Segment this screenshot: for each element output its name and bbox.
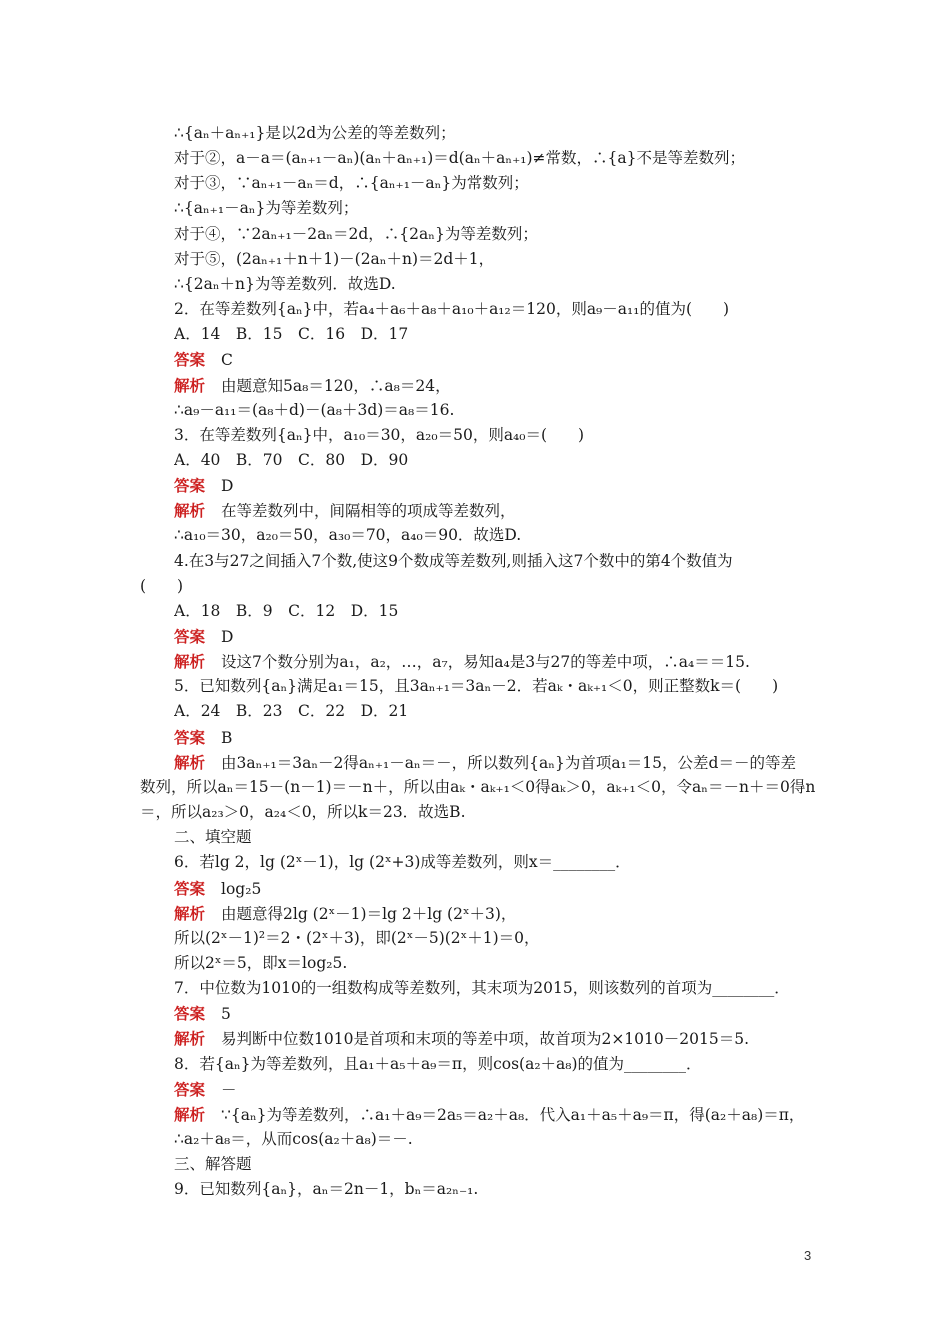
text-line — [174, 146, 818, 171]
text-line — [174, 171, 818, 196]
line-text: 9．已知数列{aₙ}，aₙ＝2n－1，bₙ＝a₂ₙ₋₁. — [174, 1180, 479, 1199]
line-text: 对于③，∵aₙ₊₁－aₙ＝d，∴{aₙ₊₁－aₙ}为常数列； — [174, 174, 529, 193]
line-text: ( ) — [140, 576, 184, 595]
text-line — [140, 800, 818, 825]
line-text: ＝，所以a₂₃＞0，a₂₄＜0，所以k＝23．故选B. — [140, 803, 466, 822]
answer-label: 答案 — [174, 878, 206, 898]
answer-label: 答案 — [174, 1004, 206, 1024]
line-text: 二、填空题 — [174, 828, 252, 847]
text-line — [174, 297, 818, 322]
text-line — [174, 121, 818, 146]
text-line — [174, 247, 818, 272]
line-text: 在等差数列中，间隔相等的项成等差数列， — [221, 502, 516, 521]
line-text: ∴a₁₀＝30，a₂₀＝50，a₃₀＝70，a₄₀＝90．故选D. — [174, 526, 522, 545]
text-line — [174, 876, 818, 901]
line-text: 对于②，a－a＝(aₙ₊₁－aₙ)(aₙ＋aₙ₊₁)＝d(aₙ＋aₙ₊₁)≠常数，∴{a}不是等差数列； — [174, 149, 746, 168]
text-line — [174, 901, 818, 926]
analysis-label: 解析 — [174, 1104, 206, 1124]
line-text: A．14 B．15 C．16 D．17 — [174, 325, 409, 344]
line-text: 由3aₙ₊₁＝3aₙ－2得aₙ₊₁－aₙ＝－，所以数列{aₙ}为首项a₁＝15，公差d＝－的等差 — [221, 753, 796, 772]
line-text: 易判断中位数1010是首项和末项的等差中项，故首项为2×1010－2015＝5. — [221, 1030, 749, 1049]
text-line — [174, 1026, 818, 1051]
line-text: 数列，所以aₙ＝15－(n－1)＝－n＋，所以由aₖ・aₖ₊₁＜0得aₖ＞0，aₖ₊₁＜0，令aₙ＝－n＋＝0得n — [140, 777, 816, 796]
page-number: 3 — [804, 1248, 812, 1263]
analysis-label: 解析 — [174, 375, 206, 395]
text-line — [174, 951, 818, 976]
line-text: 三、解答题 — [174, 1155, 252, 1174]
line-text: 由题意知5a₈＝120，∴a₈＝24， — [221, 376, 451, 395]
text-line — [174, 423, 818, 448]
line-text: 3．在等差数列{aₙ}中，a₁₀＝30，a₂₀＝50，则a₄₀＝( ) — [174, 425, 585, 444]
line-text: 对于④，∵2aₙ₊₁－2aₙ＝2d，∴{2aₙ}为等差数列； — [174, 224, 538, 243]
text-line — [174, 850, 818, 875]
line-text: ∴{aₙ₊₁－aₙ}为等差数列； — [174, 199, 359, 218]
text-line — [174, 1152, 818, 1177]
text-line — [174, 926, 818, 951]
line-text: ∵{aₙ}为等差数列，∴a₁＋a₉＝2a₅＝a₂＋a₈．代入a₁＋a₅＋a₉＝π，得(a₂＋a₈)＝π， — [221, 1105, 805, 1124]
analysis-label: 解析 — [174, 752, 206, 772]
text-line — [174, 1077, 818, 1102]
line-text: ∴{2aₙ＋n}为等差数列．故选D. — [174, 274, 396, 293]
text-line — [174, 624, 818, 649]
line-text: 2．在等差数列{aₙ}中，若a₄＋a₆＋a₈＋a₁₀＋a₁₂＝120，则a₉－a₁₁的值为( ) — [174, 300, 730, 319]
text-line — [174, 1127, 818, 1152]
text-line — [174, 725, 818, 750]
text-line — [174, 398, 818, 423]
line-text: 6．若lg 2，lg (2ˣ－1)，lg (2ˣ+3)成等差数列，则x＝________． — [174, 853, 631, 872]
text-line — [174, 347, 818, 372]
line-text: 所以(2ˣ－1)²＝2・(2ˣ＋3)，即(2ˣ－5)(2ˣ＋1)＝0， — [174, 928, 540, 947]
line-text: B — [221, 728, 233, 747]
analysis-label: 解析 — [174, 1029, 206, 1049]
line-text: ∴{aₙ＋aₙ₊₁}是以2d为公差的等差数列； — [174, 124, 456, 142]
line-text: 所以2ˣ＝5，即x＝log₂5. — [174, 953, 348, 972]
text-line — [174, 649, 818, 674]
text-line — [174, 549, 818, 574]
answer-label: 答案 — [174, 727, 206, 747]
text-line — [174, 196, 818, 221]
line-text: log₂5 — [221, 879, 262, 898]
line-text: D — [221, 477, 234, 496]
text-line — [174, 473, 818, 498]
line-text: － — [221, 1080, 237, 1099]
text-line — [174, 1177, 818, 1202]
line-text: 5．已知数列{aₙ}满足a₁＝15，且3aₙ₊₁＝3aₙ－2．若aₖ・aₖ₊₁＜0，则正整数k＝( ) — [174, 677, 779, 696]
answer-label: 答案 — [174, 627, 206, 646]
text-line — [174, 523, 818, 548]
text-line — [174, 825, 818, 850]
text-line — [174, 1052, 818, 1077]
line-text: 4.在3与27之间插入7个数,使这9个数成等差数列,则插入这7个数中的第4个数值为 — [174, 551, 733, 570]
line-text: ∴a₉－a₁₁＝(a₈＋d)－(a₈＋3d)＝a₈＝16. — [174, 400, 455, 419]
answer-label: 答案 — [174, 350, 206, 370]
answer-label: 答案 — [174, 476, 206, 496]
text-line — [174, 699, 818, 724]
text-line — [140, 775, 818, 800]
line-text: A．24 B．23 C．22 D．21 — [174, 702, 409, 721]
line-text: 对于⑤，(2aₙ₊₁＋n＋1)－(2aₙ＋n)＝2d＋1， — [174, 249, 495, 268]
text-line — [174, 1001, 818, 1026]
text-line — [174, 448, 818, 473]
line-text: 5 — [221, 1005, 231, 1024]
text-line — [174, 750, 818, 775]
answer-label: 答案 — [174, 1079, 206, 1099]
line-text: ∴a₂＋a₈＝，从而cos(a₂＋a₈)＝－. — [174, 1130, 413, 1148]
line-text: C — [221, 351, 233, 370]
text-line — [174, 1102, 818, 1127]
text-line — [140, 574, 818, 599]
text-line — [174, 272, 818, 297]
text-line — [174, 322, 818, 347]
analysis-label: 解析 — [174, 501, 206, 521]
text-line — [174, 373, 818, 398]
analysis-label: 解析 — [174, 652, 206, 672]
line-text: D — [221, 628, 234, 646]
text-line — [174, 976, 818, 1001]
analysis-label: 解析 — [174, 903, 206, 923]
line-text: 7．中位数为1010的一组数构成等差数列，其末项为2015，则该数列的首项为________． — [174, 979, 790, 998]
text-line — [174, 674, 818, 699]
line-text: 由题意得2lg (2ˣ－1)＝lg 2＋lg (2ˣ＋3)， — [221, 904, 517, 923]
line-text: 8．若{aₙ}为等差数列，且a₁＋a₅＋a₉＝π，则cos(a₂＋a₈)的值为________． — [174, 1054, 702, 1073]
text-line — [174, 599, 818, 624]
line-text: 设这7个数分别为a₁，a₂，…，a₇，易知a₄是3与27的等差中项，∴a₄＝＝15. — [221, 653, 750, 672]
text-line — [174, 222, 818, 247]
line-text: A．40 B．70 C．80 D．90 — [174, 450, 409, 469]
line-text: A．18 B．9 C．12 D．15 — [174, 601, 399, 620]
text-line — [174, 498, 818, 523]
